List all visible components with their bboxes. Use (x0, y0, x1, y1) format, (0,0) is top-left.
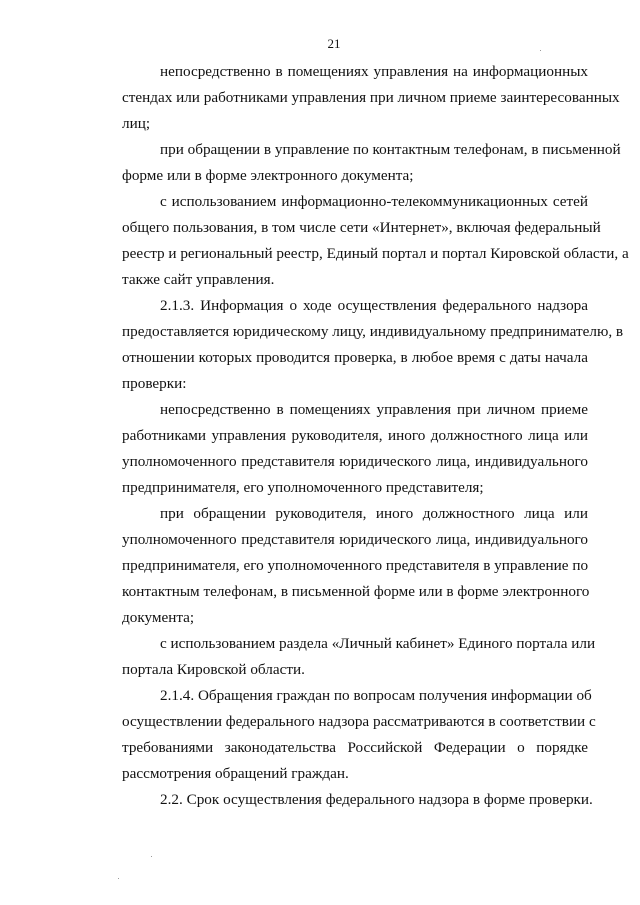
text-line: работниками управления руководителя, иного должностного лица или (122, 427, 588, 444)
text-line: общего пользования, в том числе сети «Интернет», включая федеральный (122, 219, 601, 236)
text-line: предпринимателя, его уполномоченного представителя в управление по (122, 557, 589, 574)
text-line: 2.1.3. Информация о ходе осуществления федерального надзора (160, 297, 588, 314)
text-line: непосредственно в помещениях управления на информационных (160, 63, 588, 80)
text-line: документа; (122, 609, 195, 626)
page-number: 21 (327, 36, 341, 51)
text-line: с использованием информационно-телекоммуникационных сетей (160, 193, 588, 210)
text-line: 2.1.4. Обращения граждан по вопросам получения информации об (160, 687, 592, 704)
text-line: осуществлении федерального надзора рассматриваются в соответствии с (122, 713, 596, 730)
text-line: контактным телефонам, в письменной форме или в форме электронного (122, 583, 590, 600)
scan-speck (540, 50, 541, 51)
text-line: уполномоченного представителя юридического лица, индивидуального (122, 531, 588, 548)
text-line: реестр и региональный реестр, Единый портал и портал Кировской области, а (122, 245, 629, 262)
text-line: непосредственно в помещениях управления при личном приеме (160, 401, 588, 418)
text-line: форме или в форме электронного документа; (122, 167, 414, 184)
text-line: при обращении в управление по контактным телефонам, в письменной (160, 141, 621, 158)
text-line: лиц; (122, 115, 151, 132)
text-line: уполномоченного представителя юридического лица, индивидуального (122, 453, 588, 470)
scan-speck (118, 878, 119, 879)
text-line: проверки: (122, 375, 187, 392)
scan-speck (151, 856, 152, 857)
text-line: предпринимателя, его уполномоченного представителя; (122, 479, 484, 496)
text-line: стендах или работниками управления при личном приеме заинтересованных (122, 89, 620, 106)
text-line: 2.2. Срок осуществления федерального надзора в форме проверки. (160, 791, 593, 808)
text-line: с использованием раздела «Личный кабинет» Единого портала или (160, 635, 596, 652)
text-line: отношении которых проводится проверка, в любое время с даты начала (122, 349, 588, 366)
text-line: при обращении руководителя, иного должностного лица или (160, 505, 588, 522)
text-line: портала Кировской области. (122, 661, 305, 678)
text-line: рассмотрения обращений граждан. (122, 765, 349, 782)
text-line: требованиями законодательства Российской Федерации о порядке (122, 739, 588, 756)
text-line: предоставляется юридическому лицу, индивидуальному предпринимателю, в (122, 323, 624, 340)
text-line: также сайт управления. (122, 271, 275, 288)
